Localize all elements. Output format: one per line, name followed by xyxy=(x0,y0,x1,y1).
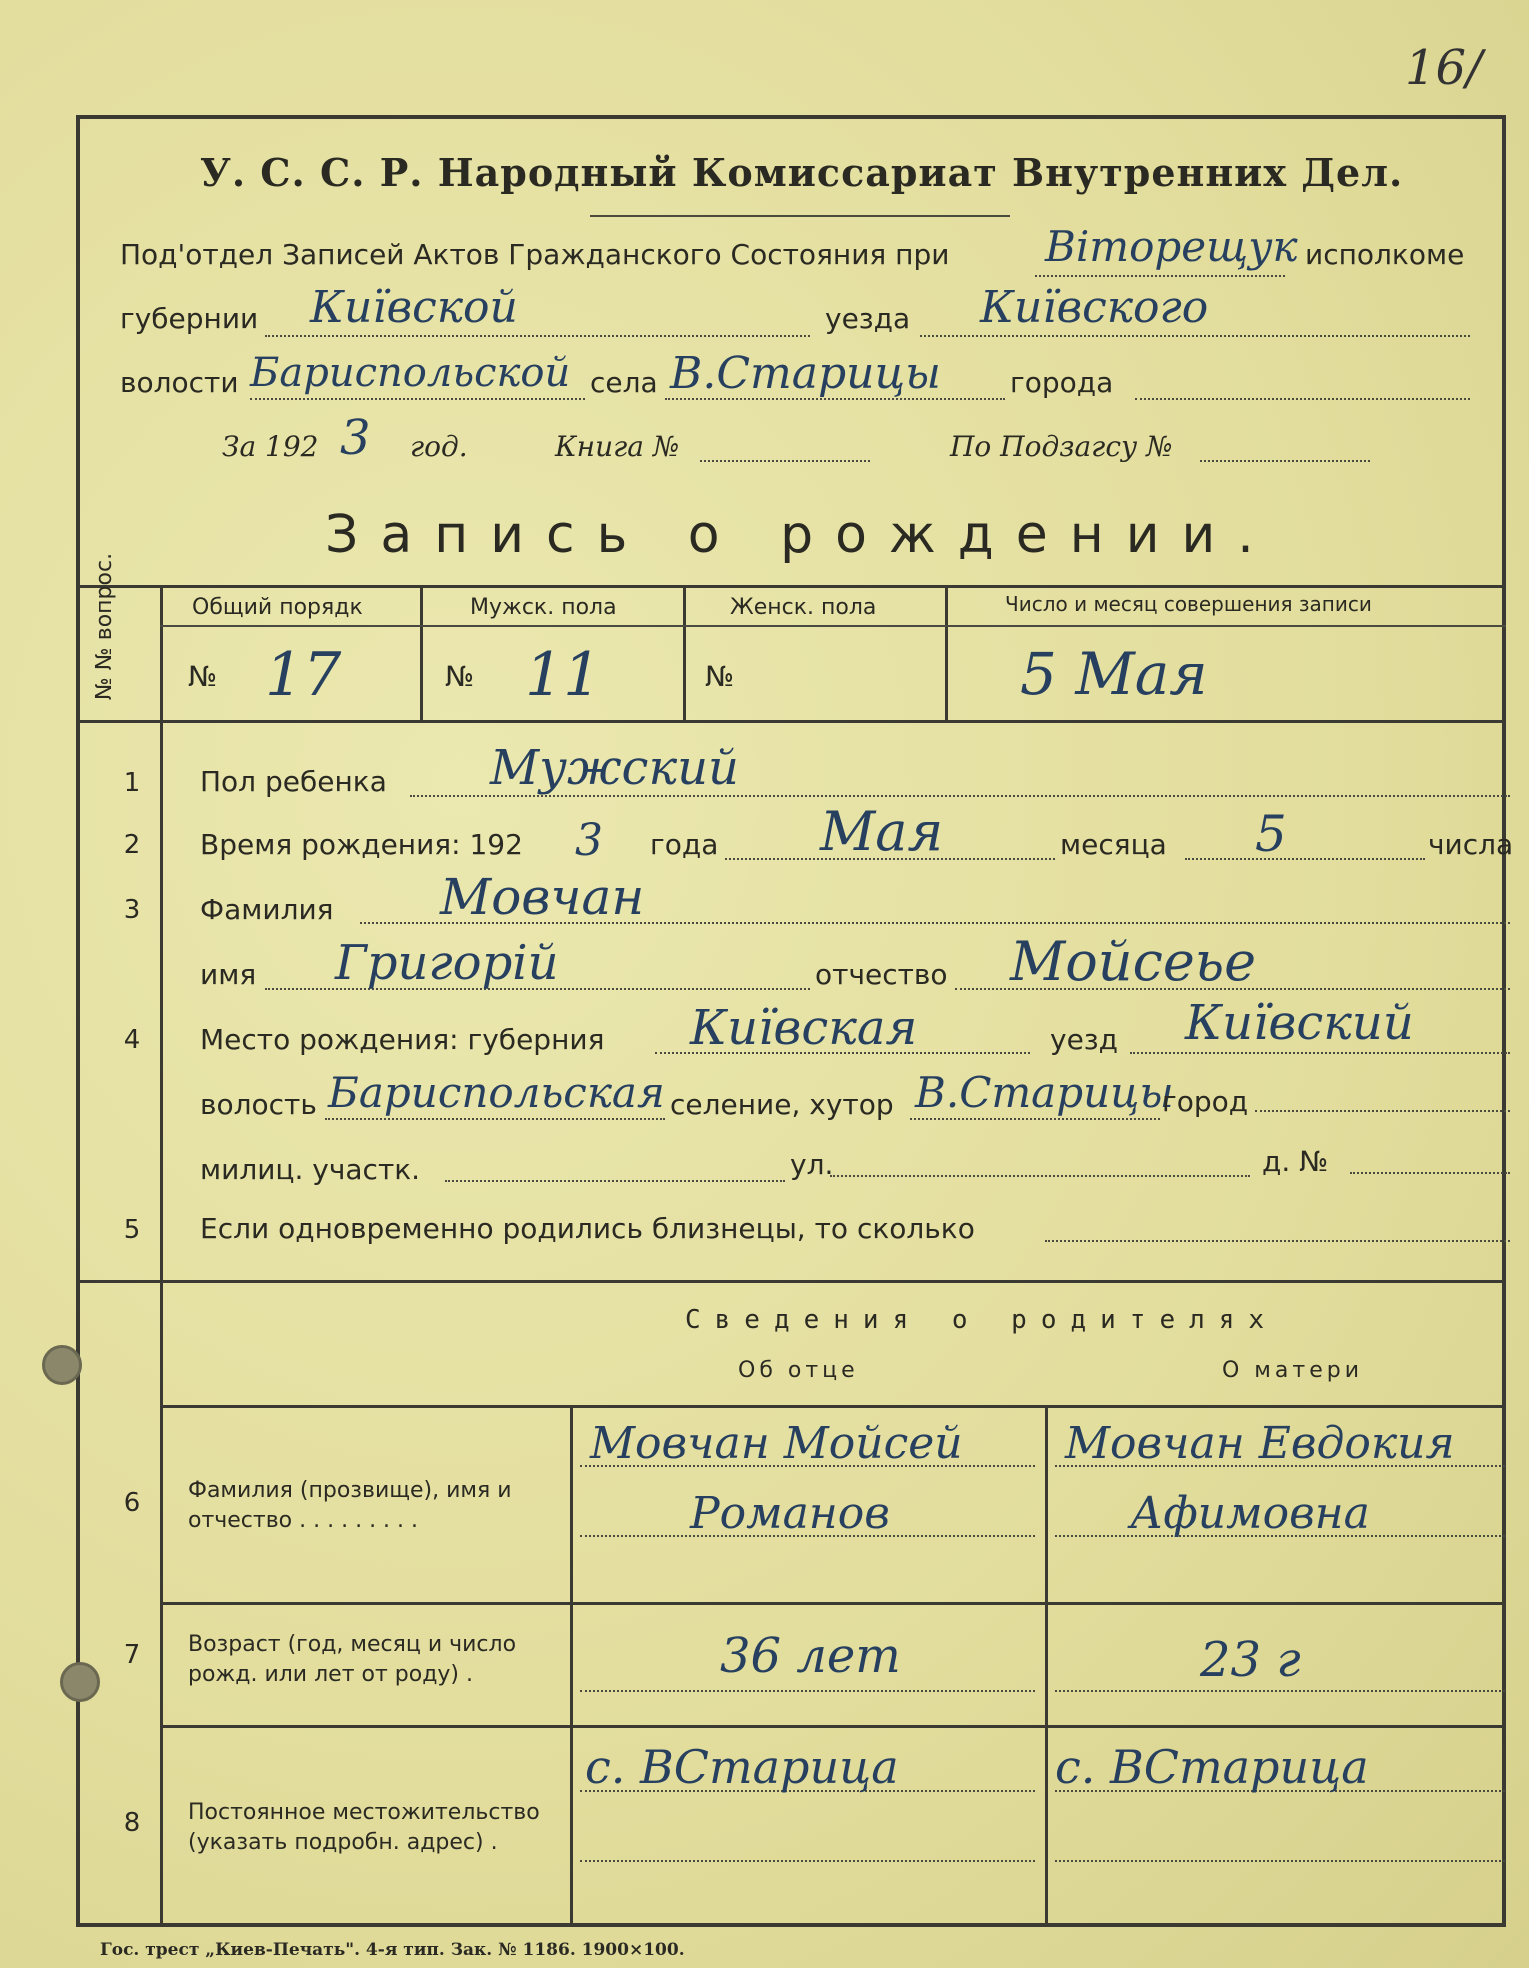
mother-header: О матери xyxy=(1222,1358,1364,1383)
row6-mother-2: Афимовна xyxy=(1130,1488,1370,1539)
row2-mesyatsa: месяца xyxy=(1060,828,1167,861)
gubernia-label: губернии xyxy=(120,302,259,335)
row5-line xyxy=(1045,1240,1510,1242)
gubernia-line xyxy=(265,335,810,337)
col4-header: Число и месяц совершения записи xyxy=(1005,592,1372,616)
row5-label: Если одновременно родились близнецы, то сколько xyxy=(200,1212,975,1245)
row2-number: 2 xyxy=(123,830,141,860)
row2-label: Время рождения: 192 xyxy=(200,828,523,861)
row4b-gorod-line xyxy=(1255,1110,1510,1112)
row3-value: Мовчан xyxy=(440,868,645,926)
row6-mother-1: Мовчан Евдокия xyxy=(1065,1418,1455,1469)
row3-number: 3 xyxy=(123,895,141,925)
row8-mother-line-2 xyxy=(1055,1860,1505,1862)
title-rule xyxy=(590,215,1010,217)
row6-father-2: Романов xyxy=(690,1488,890,1539)
selo-label: села xyxy=(590,366,658,399)
row4c-d: д. № xyxy=(1262,1145,1329,1178)
book-label: Книга № xyxy=(555,430,680,463)
row1-number: 1 xyxy=(123,768,141,798)
parents-col-sep-2 xyxy=(1045,1405,1048,1925)
parents-row-sep-2 xyxy=(160,1725,1506,1728)
gubernia-value: Київской xyxy=(310,282,518,333)
col3-no: № xyxy=(705,660,735,693)
row6-label-2: отчество . . . . . . . . . xyxy=(188,1508,419,1533)
form-title: У. С. С. Р. Народный Комиссариат Внутренних Дел. xyxy=(200,150,1404,195)
top-table-bottom xyxy=(78,720,1506,723)
podzags-line xyxy=(1200,460,1370,462)
row6-label-1: Фамилия (прозвище), имя и xyxy=(188,1478,512,1503)
row3b-otch-value: Мойсеье xyxy=(1010,930,1257,993)
uezd-value: Київского xyxy=(980,282,1209,333)
row4-uezd-label: уезд xyxy=(1050,1023,1119,1056)
row8-number: 8 xyxy=(123,1808,141,1838)
row6-number: 6 xyxy=(123,1488,141,1518)
page-number: 16/ xyxy=(1405,40,1483,96)
row7-mother: 23 г xyxy=(1200,1632,1301,1688)
record-title: Запись о рождении. xyxy=(325,505,1276,565)
col1-no: № xyxy=(188,660,218,693)
row4c-label: милиц. участк. xyxy=(200,1153,421,1186)
row5-number: 5 xyxy=(123,1215,141,1245)
row1-label: Пол ребенка xyxy=(200,765,387,798)
subdept-value: Вітоpещук xyxy=(1045,222,1298,271)
row4b-volost-line xyxy=(325,1118,665,1120)
row2-day: 5 xyxy=(1255,805,1287,863)
row7-mother-line xyxy=(1055,1690,1505,1692)
row4-label: Место рождения: губерния xyxy=(200,1023,605,1056)
year-label: За 192 xyxy=(222,430,319,463)
gorod-line xyxy=(1135,398,1470,400)
col2-value: 11 xyxy=(525,640,602,710)
volost-label: волости xyxy=(120,366,239,399)
subdept-label: Под'отдел Записей Актов Гражданского Состояния при xyxy=(120,238,950,271)
row3b-otch-label: отчество xyxy=(815,958,948,991)
row6-father-1: Мовчан Мойсей xyxy=(590,1418,963,1469)
print-footer: Гос. трест „Киев-Печать". 4-я тип. Зак. № 1186. 1900×100. xyxy=(100,1940,685,1960)
col3-header: Женск. пола xyxy=(730,595,877,620)
row4b-selo: В.Старицы xyxy=(915,1068,1174,1117)
row4-uezd-line xyxy=(1130,1052,1510,1054)
year-value: 3 xyxy=(340,410,371,466)
col-sep-1 xyxy=(420,585,423,720)
row3b-imya-label: имя xyxy=(200,958,257,991)
col-sep-3 xyxy=(945,585,948,720)
row3-label: Фамилия xyxy=(200,893,334,926)
parents-col-sep-1 xyxy=(570,1405,573,1925)
col-sep-2 xyxy=(683,585,686,720)
row7-label-1: Возраст (год, месяц и число xyxy=(188,1632,517,1657)
parents-grid-top xyxy=(160,1405,1506,1408)
row4c-line2 xyxy=(830,1175,1250,1177)
col1-header: Общий порядк xyxy=(192,595,363,620)
row4-gub: Київская xyxy=(690,1000,918,1056)
parents-top xyxy=(78,1280,1506,1283)
row4b-selo-label: селение, хутор xyxy=(670,1088,894,1121)
row4c-line3 xyxy=(1350,1172,1510,1174)
col-sep-0 xyxy=(160,585,163,1925)
volost-value: Бариспольской xyxy=(250,350,571,396)
col2-no: № xyxy=(445,660,475,693)
year-suffix: год. xyxy=(410,430,468,463)
row8-label-1: Постоянное местожительство xyxy=(188,1800,540,1825)
row8-father: с. ВСтарица xyxy=(585,1740,899,1794)
row8-father-line-2 xyxy=(580,1860,1035,1862)
row2-day-line xyxy=(1185,858,1425,860)
col2-header: Мужск. пола xyxy=(470,595,617,620)
row7-number: 7 xyxy=(123,1640,141,1670)
row8-mother: с. ВСтарица xyxy=(1055,1740,1369,1794)
parents-title: Сведения о родителях xyxy=(685,1305,1279,1335)
uezd-line xyxy=(920,335,1470,337)
row2-chisla: числа xyxy=(1428,828,1514,861)
top-table-top xyxy=(78,585,1506,588)
col1-value: 17 xyxy=(265,640,342,710)
parents-row-sep-1 xyxy=(160,1602,1506,1605)
uezd-label: уезда xyxy=(825,302,911,335)
subdept-line xyxy=(1035,275,1285,277)
row7-father-line xyxy=(580,1690,1035,1692)
volost-line xyxy=(250,398,585,400)
row4b-volost-label: волость xyxy=(200,1088,317,1121)
question-label: № № вопрос. xyxy=(92,552,117,700)
gorod-label: города xyxy=(1010,366,1114,399)
father-header: Об отце xyxy=(738,1358,859,1383)
row2-goda: года xyxy=(650,828,719,861)
ispolkom-label: исполкоме xyxy=(1305,238,1465,271)
row8-label-2: (указать подробн. адрес) . xyxy=(188,1830,498,1855)
row4b-gorod-label: город xyxy=(1162,1085,1249,1118)
row2-month: Мая xyxy=(820,800,944,863)
book-line xyxy=(700,460,870,462)
row3b-imya-value: Григорій xyxy=(335,935,559,991)
row4-uezd: Київский xyxy=(1185,995,1414,1051)
row4b-selo-line xyxy=(910,1118,1160,1120)
binder-hole-top xyxy=(42,1345,82,1385)
row2-year: 3 xyxy=(575,815,603,866)
binder-hole-bottom xyxy=(60,1662,100,1702)
col4-value: 5 Мая xyxy=(1020,640,1208,708)
row4c-line1 xyxy=(445,1180,785,1182)
row7-father: 36 лет xyxy=(720,1628,901,1684)
podzags-label: По Подзагсу № xyxy=(950,430,1173,463)
row7-label-2: рожд. или лет от роду) . xyxy=(188,1662,473,1687)
header-underline xyxy=(160,625,1506,627)
row1-value: Мужский xyxy=(490,740,739,796)
row4c-ul: ул. xyxy=(790,1148,834,1181)
selo-value: В.Старицы xyxy=(670,348,941,399)
row4b-volost: Бариспольская xyxy=(328,1068,665,1117)
row4-number: 4 xyxy=(123,1025,141,1055)
